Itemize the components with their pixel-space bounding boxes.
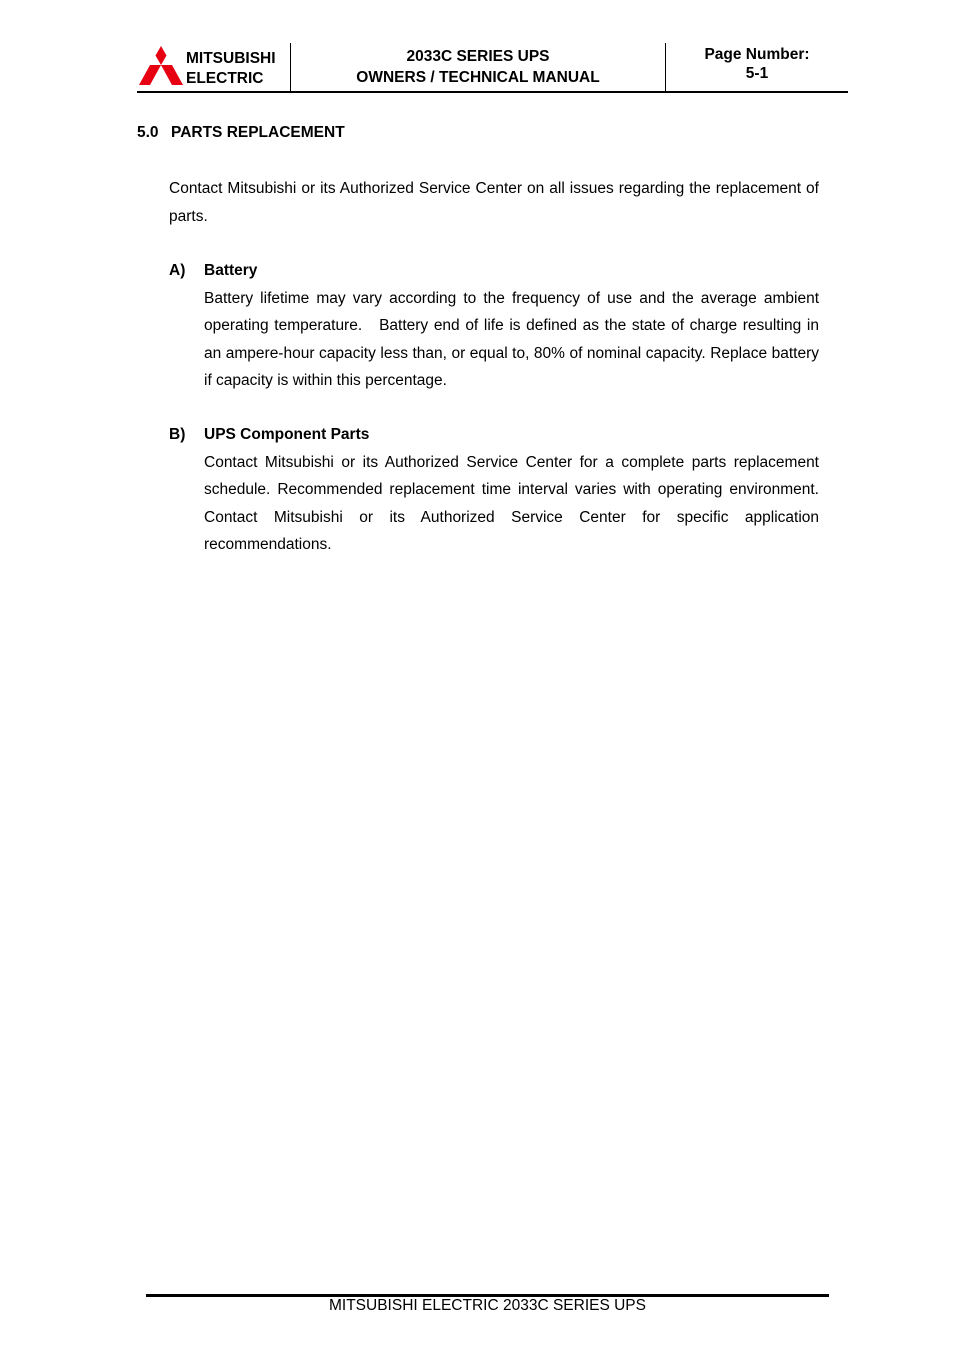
section-heading — [137, 124, 345, 142]
item-letter: B) — [169, 426, 186, 443]
page-number-label: Page Number: — [704, 46, 810, 63]
item-body: Contact Mitsubishi or its Authorized Service Center for a complete parts replacement schedule. Recommended replacement time interval varies with operating environment. Contact Mitsubishi or its Authorized Service Center for specific application recommendations. — [204, 453, 819, 553]
page-footer: MITSUBISHI ELECTRIC 2033C SERIES UPS — [329, 1297, 646, 1314]
item-letter: A) — [169, 262, 186, 279]
logo-right-diamond-lower — [167, 75, 184, 85]
manual-title-cell — [291, 43, 666, 91]
logo-top-diamond — [156, 46, 167, 65]
item-heading — [169, 257, 819, 285]
item-title: UPS Component Parts — [204, 426, 370, 443]
page-number-cell — [666, 43, 848, 91]
section-number: 5.0 — [137, 124, 159, 141]
logo-right-diamond — [161, 65, 178, 75]
mitsubishi-three-diamonds-logo — [138, 45, 184, 85]
manual-title-line-2: OWNERS / TECHNICAL MANUAL — [356, 69, 600, 86]
section-title: PARTS REPLACEMENT — [171, 124, 345, 141]
logo-left-diamond — [145, 65, 162, 75]
page-number-value: 5-1 — [745, 65, 769, 82]
brand-name — [186, 49, 276, 89]
brand-cell — [137, 43, 291, 91]
item-ups-component-parts — [169, 421, 819, 559]
page-header — [137, 43, 848, 93]
manual-title-line-1: 2033C SERIES UPS — [406, 48, 550, 65]
logo-left-diamond-lower — [139, 75, 156, 85]
item-heading — [169, 421, 819, 449]
item-body: Battery lifetime may vary according to the frequency of use and the average ambient operating temperature. Battery end of life is defined as the state of charge resulting in an ampere-hour capacity less than, or equal to, 80% of nominal capacity. Replace battery if capacity is within this percentage. — [204, 289, 819, 389]
brand-line-1: MITSUBISHI — [186, 50, 276, 67]
section-intro: Contact Mitsubishi or its Authorized Service Center on all issues regarding the replacement of parts. — [169, 180, 819, 225]
item-battery — [169, 257, 819, 395]
item-title: Battery — [204, 262, 258, 279]
brand-line-2: ELECTRIC — [186, 70, 264, 87]
